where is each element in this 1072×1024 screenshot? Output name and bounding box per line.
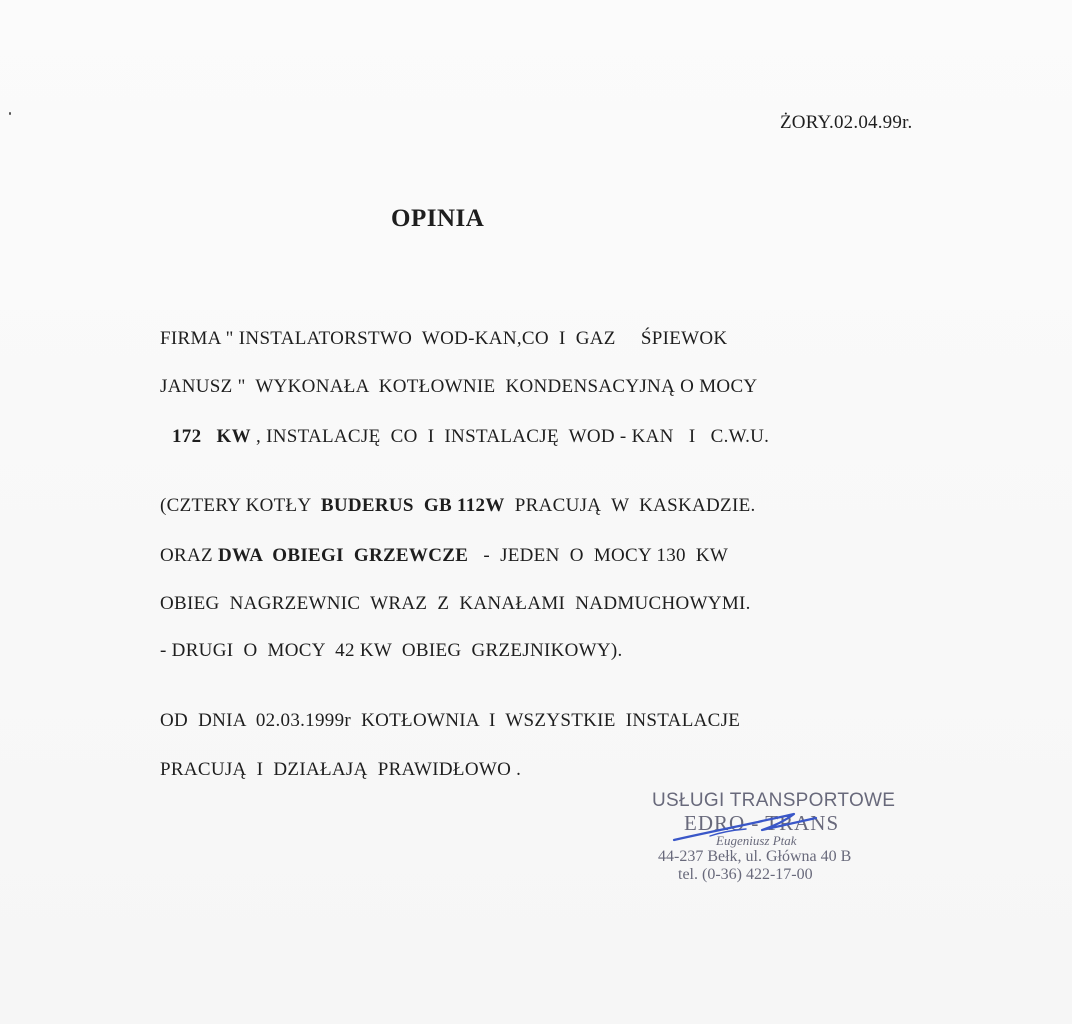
body-line — [160, 494, 756, 518]
body-line: - DRUGI O MOCY 42 KW OBIEG GRZEJNIKOWY). — [160, 640, 623, 661]
stamp-company-type: USŁUGI TRANSPORTOWE — [652, 790, 896, 811]
stamp-owner: Eugeniusz Ptak — [716, 833, 797, 848]
body-line: PRACUJĄ I DZIAŁAJĄ PRAWIDŁOWO . — [160, 759, 522, 780]
body-line-text: - JEDEN O MOCY 130 KW — [468, 545, 729, 566]
body-line: OBIEG NAGRZEWNIC WRAZ Z KANAŁAMI NADMUCHOWYMI. — [160, 593, 751, 614]
body-line — [172, 425, 769, 449]
signature — [670, 808, 820, 848]
document-date: ŻORY.02.04.99r. — [780, 112, 913, 133]
body-line: JANUSZ " WYKONAŁA KOTŁOWNIE KONDENSACYJNĄ O MOCY — [160, 376, 758, 397]
body-line: FIRMA " INSTALATORSTWO WOD-KAN,CO I GAZ ŚPIEWOK — [160, 328, 728, 349]
power-value: 172 KW — [172, 426, 251, 447]
body-line-text: PRACUJĄ W KASKADZIE. — [504, 495, 756, 516]
scan-speck — [9, 112, 11, 115]
stamp-phone: tel. (0-36) 422-17-00 — [678, 866, 813, 883]
stamp-company-name: EDRO - TRANS — [684, 811, 840, 835]
boiler-model: BUDERUS GB 112W — [320, 495, 505, 516]
body-line: OD DNIA 02.03.1999r KOTŁOWNIA I WSZYSTKIE INSTALACJE — [160, 710, 741, 731]
document-title: OPINIA — [391, 205, 485, 232]
body-line — [160, 544, 728, 568]
heating-circuits: DWA OBIEGI GRZEWCZE — [217, 545, 469, 566]
body-line-text: ORAZ — [160, 545, 218, 566]
body-line-text: (CZTERY KOTŁY — [160, 495, 321, 516]
stamp-address: 44-237 Bełk, ul. Główna 40 B — [658, 848, 852, 865]
body-line-text: , INSTALACJĘ CO I INSTALACJĘ WOD - KAN I C.W.U. — [250, 426, 770, 447]
